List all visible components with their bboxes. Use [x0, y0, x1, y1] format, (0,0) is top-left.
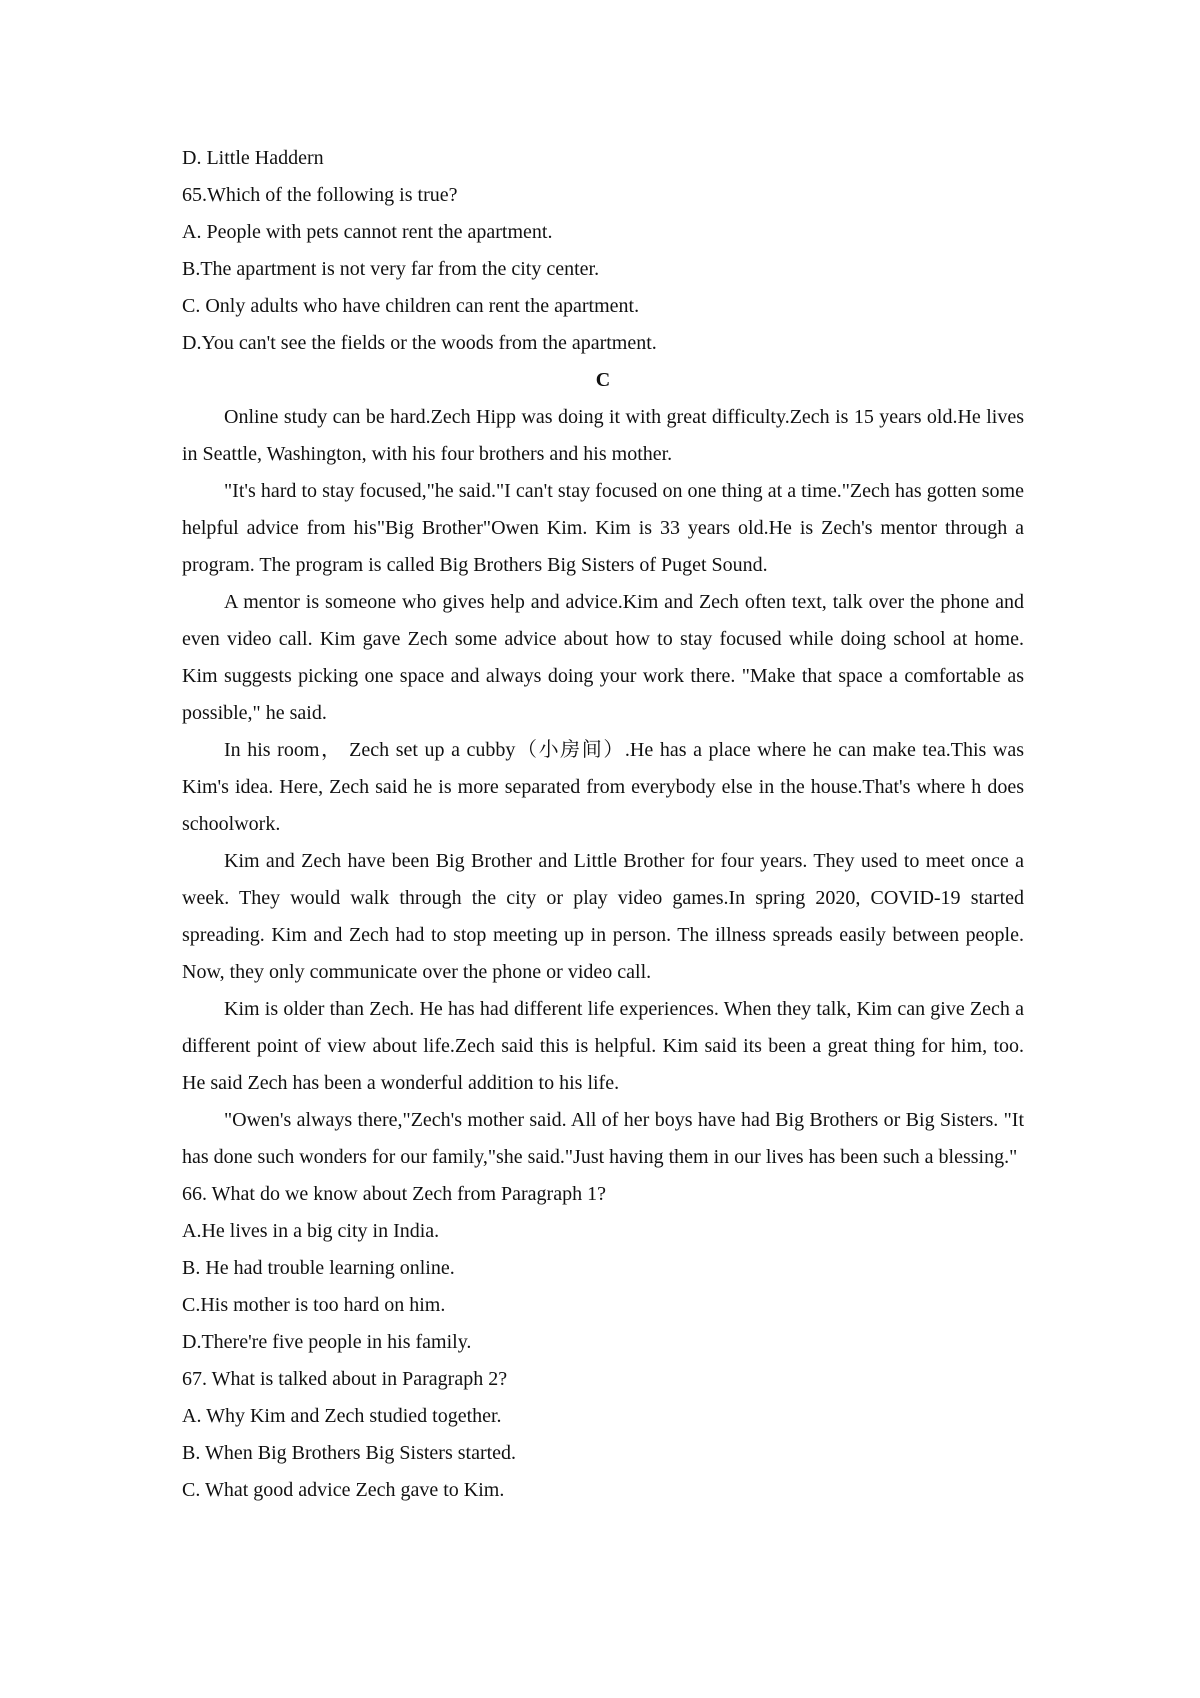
passage-paragraph-1: Online study can be hard.Zech Hipp was doing it with great difficulty.Zech is 15 years old.He lives in Seattle, Washington, with his four brothers and his mother. [182, 406, 1024, 465]
passage-paragraph-3: A mentor is someone who gives help and advice.Kim and Zech often text, talk over the phone and even video call. Kim gave Zech some advice about how to stay focused while doing school at home. Kim suggests picking one space and always doing your work there. "Make that space a comfortable as possible," he said. [182, 591, 1024, 724]
q67-question: 67. What is talked about in Paragraph 2? [182, 1368, 508, 1390]
q66-option-c: C.His mother is too hard on him. [182, 1294, 446, 1316]
q66-question: 66. What do we know about Zech from Paragraph 1? [182, 1183, 606, 1205]
q66-option-d: D.There're five people in his family. [182, 1331, 472, 1353]
q64-option-d: D. Little Haddern [182, 147, 324, 169]
q65-option-c: C. Only adults who have children can rent the apartment. [182, 295, 640, 317]
q67-option-a: A. Why Kim and Zech studied together. [182, 1405, 502, 1427]
passage-paragraph-2: "It's hard to stay focused,"he said."I can't stay focused on one thing at a time."Zech has gotten some helpful advice from his"Big Brother"Owen Kim. Kim is 33 years old.He is Zech's mentor through a program. The program is called Big Brothers Big Sisters of Puget Sound. [182, 480, 1024, 576]
q65-option-a: A. People with pets cannot rent the apartment. [182, 221, 553, 243]
q65-question: 65.Which of the following is true? [182, 184, 458, 206]
passage-paragraph-4: In his room， Zech set up a cubby（小房间）.He has a place where he can make tea.This was Kim's idea. Here, Zech said he is more separated from everybody else in the house.That's where h does schoolwork. [182, 739, 1024, 835]
q65-option-b: B.The apartment is not very far from the city center. [182, 258, 600, 280]
q67-option-b: B. When Big Brothers Big Sisters started. [182, 1442, 517, 1464]
passage-paragraph-5: Kim and Zech have been Big Brother and Little Brother for four years. They used to meet once a week. They would walk through the city or play video games.In spring 2020, COVID-19 started spreading. Kim and Zech had to stop meeting up in person. The illness spreads easily between people. Now, they only communicate over the phone or video call. [182, 850, 1024, 983]
q66-option-b: B. He had trouble learning online. [182, 1257, 455, 1279]
q65-option-d: D.You can't see the fields or the woods from the apartment. [182, 332, 657, 354]
page-content [182, 140, 1024, 1509]
section-heading: C [595, 369, 611, 391]
q67-option-c: C. What good advice Zech gave to Kim. [182, 1479, 505, 1501]
q66-option-a: A.He lives in a big city in India. [182, 1220, 440, 1242]
passage-paragraph-7: "Owen's always there,"Zech's mother said. All of her boys have had Big Brothers or Big Sisters. "It has done such wonders for our family,"she said."Just having them in our lives has been such a blessing." [182, 1109, 1024, 1168]
passage-paragraph-6: Kim is older than Zech. He has had different life experiences. When they talk, Kim can give Zech a different point of view about life.Zech said this is helpful. Kim said its been a great thing for him, too. He said Zech has been a wonderful addition to his life. [182, 998, 1024, 1094]
